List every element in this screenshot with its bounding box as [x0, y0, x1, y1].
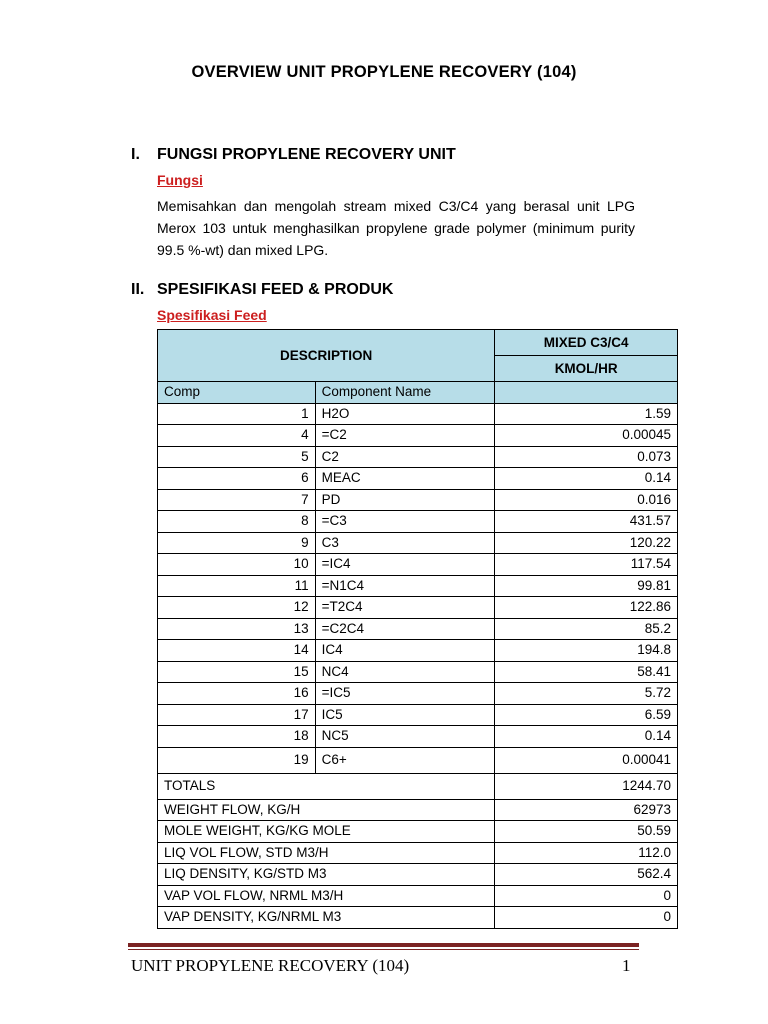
name-column-header: Component Name — [315, 382, 495, 404]
summary-value: 1244.70 — [495, 773, 678, 799]
flow-value: 6.59 — [495, 704, 678, 726]
comp-number: 14 — [158, 640, 316, 662]
table-row — [158, 446, 678, 468]
component-name: =IC5 — [315, 683, 495, 705]
comp-number: 6 — [158, 468, 316, 490]
summary-label: MOLE WEIGHT, KG/KG MOLE — [158, 821, 495, 843]
summary-label: LIQ VOL FLOW, STD M3/H — [158, 842, 495, 864]
summary-value: 0 — [495, 885, 678, 907]
comp-number: 4 — [158, 425, 316, 447]
table-row — [158, 575, 678, 597]
value-column-header — [495, 382, 678, 404]
table-row — [158, 468, 678, 490]
flow-value: 122.86 — [495, 597, 678, 619]
table-row — [158, 747, 678, 773]
component-name: C3 — [315, 532, 495, 554]
footer-rule-thin — [128, 949, 639, 950]
component-name: PD — [315, 489, 495, 511]
component-name: =C3 — [315, 511, 495, 533]
comp-number: 17 — [158, 704, 316, 726]
summary-value: 50.59 — [495, 821, 678, 843]
flow-value: 120.22 — [495, 532, 678, 554]
section-heading-2 — [131, 281, 393, 299]
component-name: =C2C4 — [315, 618, 495, 640]
comp-column-header: Comp — [158, 382, 316, 404]
summary-row — [158, 799, 678, 821]
description-header: DESCRIPTION — [158, 330, 495, 382]
subheading-feed-spec: Spesifikasi Feed — [157, 307, 267, 323]
comp-number: 16 — [158, 683, 316, 705]
component-name: =T2C4 — [315, 597, 495, 619]
summary-row — [158, 885, 678, 907]
component-name: IC5 — [315, 704, 495, 726]
comp-number: 7 — [158, 489, 316, 511]
flow-value: 117.54 — [495, 554, 678, 576]
subheading-fungsi: Fungsi — [157, 172, 203, 188]
table-row — [158, 640, 678, 662]
flow-value: 431.57 — [495, 511, 678, 533]
summary-row — [158, 842, 678, 864]
component-name: =C2 — [315, 425, 495, 447]
summary-label: VAP DENSITY, KG/NRML M3 — [158, 907, 495, 929]
section-number: II. — [131, 281, 145, 298]
comp-number: 5 — [158, 446, 316, 468]
table-row — [158, 597, 678, 619]
component-name: NC4 — [315, 661, 495, 683]
footer-rule — [128, 943, 639, 947]
component-name: H2O — [315, 403, 495, 425]
summary-row — [158, 864, 678, 886]
section-title: FUNGSI PROPYLENE RECOVERY UNIT — [157, 146, 456, 163]
table-row — [158, 726, 678, 748]
flow-value: 0.14 — [495, 468, 678, 490]
flow-value: 99.81 — [495, 575, 678, 597]
comp-number: 19 — [158, 747, 316, 773]
page-title: OVERVIEW UNIT PROPYLENE RECOVERY (104) — [191, 63, 577, 81]
component-name: MEAC — [315, 468, 495, 490]
flow-value: 194.8 — [495, 640, 678, 662]
table-row — [158, 683, 678, 705]
flow-value: 0.14 — [495, 726, 678, 748]
table-row — [158, 489, 678, 511]
unit-header: KMOL/HR — [495, 356, 678, 382]
table-row — [158, 425, 678, 447]
comp-number: 8 — [158, 511, 316, 533]
page-number: 1 — [622, 956, 631, 975]
component-name: =N1C4 — [315, 575, 495, 597]
comp-number: 10 — [158, 554, 316, 576]
comp-number: 13 — [158, 618, 316, 640]
table-row — [158, 704, 678, 726]
flow-value: 0.016 — [495, 489, 678, 511]
flow-value: 0.073 — [495, 446, 678, 468]
flow-value: 58.41 — [495, 661, 678, 683]
stream-header: MIXED C3/C4 — [495, 330, 678, 356]
comp-number: 11 — [158, 575, 316, 597]
summary-label: LIQ DENSITY, KG/STD M3 — [158, 864, 495, 886]
section-title: SPESIFIKASI FEED & PRODUK — [157, 281, 394, 298]
section-heading-1 — [131, 146, 456, 164]
table-row — [158, 554, 678, 576]
table-row — [158, 403, 678, 425]
summary-value: 112.0 — [495, 842, 678, 864]
comp-number: 12 — [158, 597, 316, 619]
table-row — [158, 661, 678, 683]
component-name: NC5 — [315, 726, 495, 748]
component-name: IC4 — [315, 640, 495, 662]
summary-value: 0 — [495, 907, 678, 929]
table-row — [158, 511, 678, 533]
summary-label: TOTALS — [158, 773, 495, 799]
flow-value: 0.00045 — [495, 425, 678, 447]
summary-label: VAP VOL FLOW, NRML M3/H — [158, 885, 495, 907]
flow-value: 85.2 — [495, 618, 678, 640]
table-row — [158, 532, 678, 554]
table-row — [158, 618, 678, 640]
comp-number: 15 — [158, 661, 316, 683]
summary-value: 562.4 — [495, 864, 678, 886]
flow-value: 1.59 — [495, 403, 678, 425]
comp-number: 9 — [158, 532, 316, 554]
comp-number: 18 — [158, 726, 316, 748]
component-name: C6+ — [315, 747, 495, 773]
comp-number: 1 — [158, 403, 316, 425]
summary-row — [158, 907, 678, 929]
component-name: C2 — [315, 446, 495, 468]
function-paragraph: Memisahkan dan mengolah stream mixed C3/C4 yang berasal unit LPG Merox 103 untuk menghasilkan propylene grade polymer (minimum purity 99.5 %-wt) dan mixed LPG. — [157, 198, 635, 258]
feed-spec-table — [157, 329, 678, 929]
summary-value: 62973 — [495, 799, 678, 821]
flow-value: 0.00041 — [495, 747, 678, 773]
section-number: I. — [131, 146, 140, 163]
summary-row — [158, 821, 678, 843]
flow-value: 5.72 — [495, 683, 678, 705]
summary-label: WEIGHT FLOW, KG/H — [158, 799, 495, 821]
summary-row — [158, 773, 678, 799]
footer-text: UNIT PROPYLENE RECOVERY (104) — [131, 956, 410, 975]
component-name: =IC4 — [315, 554, 495, 576]
